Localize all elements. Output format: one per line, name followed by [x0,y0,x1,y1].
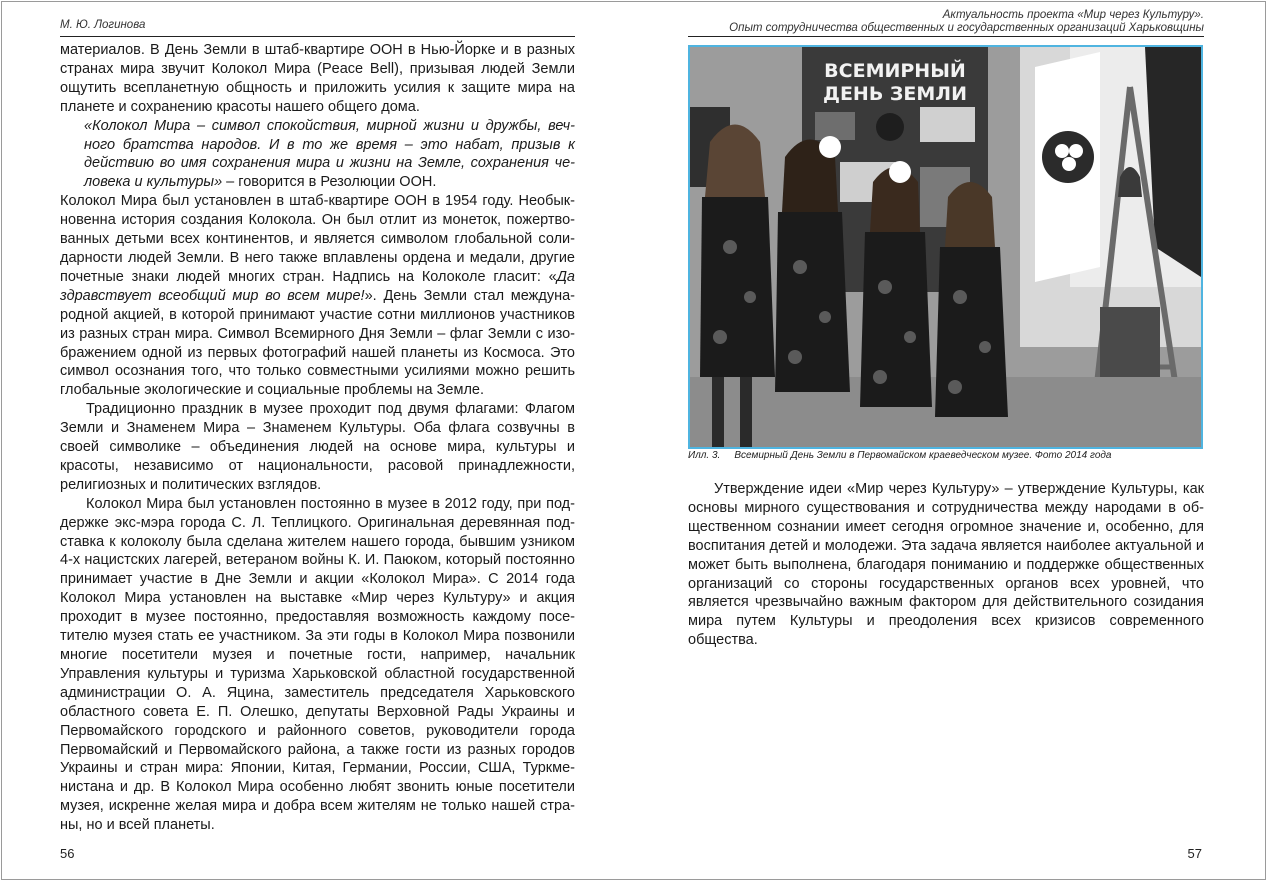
paragraph: Традиционно праздник в музее проходит под двумя флагами: Флагом Земли и Знаменем Мира – Знаменем Культуры. Оба флага созвучны в своей символике – объединения людей на основе мира, культуры и красоты, независимо от национальности, расовой принадлежности, религиозных и политических взглядов. [60,401,575,493]
page-number-right: 57 [1187,846,1202,861]
paragraph: Колокол Мира был установлен в штаб-квартире ООН в 1954 году. Необыкновенна история создания Колокола. Он был отлит из монеток, пожертвованных детьми всех континентов, и является символом глобальной солидарности людей Земли. В него также вплавлены ордена и медали, другие почетные знаки людей многих стран. Надпись на Колоколе гласит: «Да здравствует всеобщий мир во всем мире!». День Земли стал международной акцией, в которой принимают участие сотни миллионов участников из разных стран мира. Символ Всемирного Дня Земли – флаг Земли с изображением одной из первых фотографий нашей планеты из Космоса. Это символ осознания того, что только совместными усилиями можно решить глобальные экологические и социальные проблемы на Земле. [60,193,575,399]
paragraph: материалов. В День Земли в штаб-квартире ООН в Нью-Йорке и в разных странах мира звучит Колокол Мира (Peace Bell), призывая людей Земли ощутить всепланетную общность и приложить усилия к защите мира на планете и сохранению красоты нашего общего дома. [60,42,575,115]
photo-illustration [690,47,1201,447]
paragraph: Утверждение идеи «Мир через Культуру» – утверждение Культуры, как основы мирного существования и сотрудничества между народами в общественном сознании имеет сегодня огромное значение и, особенно, для воспитания детей и молодежи. Эта задача является наиболее актуальной и может быть выполнена, благодаря пониманию и поддержке общественных организаций со стороны государственных органов всех уровней, что является чрезвычайно важным фактором для действительного созидания мира путем Культуры и преодоления всех кризисов современного общества. [688,481,1204,649]
page-number-left: 56 [60,846,75,861]
left-page [60,0,575,881]
earth-day-photo [688,45,1203,449]
bell-inscription: Да здравствует всеобщий мир во всем мире! [60,268,575,304]
banner-line2: ДЕНЬ ЗЕМЛИ [823,83,967,105]
left-body-text [60,41,575,835]
header-rule [688,36,1204,37]
header-rule [60,36,575,37]
running-head-left: М. Ю. Логинова [60,19,146,31]
quote-paragraph [60,117,575,193]
right-body-text [688,480,1204,650]
right-page [688,0,1204,881]
caption-number: Илл. 3. [688,450,721,461]
caption-text: Всемирный День Земли в Первомайском краеведческом музее. Фото 2014 года [734,450,1112,461]
running-head-right: Актуальность проекта «Мир через Культуру». Опыт сотрудничества общественных и государственных организаций Харьковщины [729,9,1204,34]
quote-attribution: – говорится в Резолюции ООН. [222,174,437,191]
figure-caption [688,450,1111,461]
paragraph: Колокол Мира был установлен постоянно в музее в 2012 году, при поддержке экс-мэра города С. Л. Теплицкого. Оригинальная деревянная подставка к колоколу была сделана жителем нашего города, бывшим узником 4-х нацистских лагерей, ветераном войны К. И. Паюком, который постоянно принимает участие в Дне Земли и акции «Колокол Мира». С 2014 года Колокол Мира установлен на выставке «Мир через Культуру» и акция проходит в музее постоянно, предоставляя возможность каждому посетителю музея стать ее участником. За эти годы в Колокол Мира позвонили многие посетители музея и почетные гости, например, начальник Управления культуры и туризма Харьковской областной государственной администрации О. А. Яцина, заместитель председателя Харьковского областного совета Е. П. Олешко, депутаты Верховной Рады Украины и Первомайского городского и районного советов, руководители города Первомайский и Первомайского района, а также гости из разных городов Украины и стран мира: Японии, Китая, Германии, России, США, Туркменистана и др. В Колокол Мира особенно любят звонить юные посетители музея, искренне желая мира и добра всем жителям не только нашей страны, но и всей планеты. [60,495,575,834]
banner-line1: ВСЕМИРНЫЙ [824,60,966,82]
quote-text: «Колокол Мира – символ спокойствия, мирной жизни и дружбы, вечного братства народов. И в то же время – это набат, призыв к действию во имя сохранения мира и жизни на Земле, сохранения человека и культуры» [84,117,575,191]
